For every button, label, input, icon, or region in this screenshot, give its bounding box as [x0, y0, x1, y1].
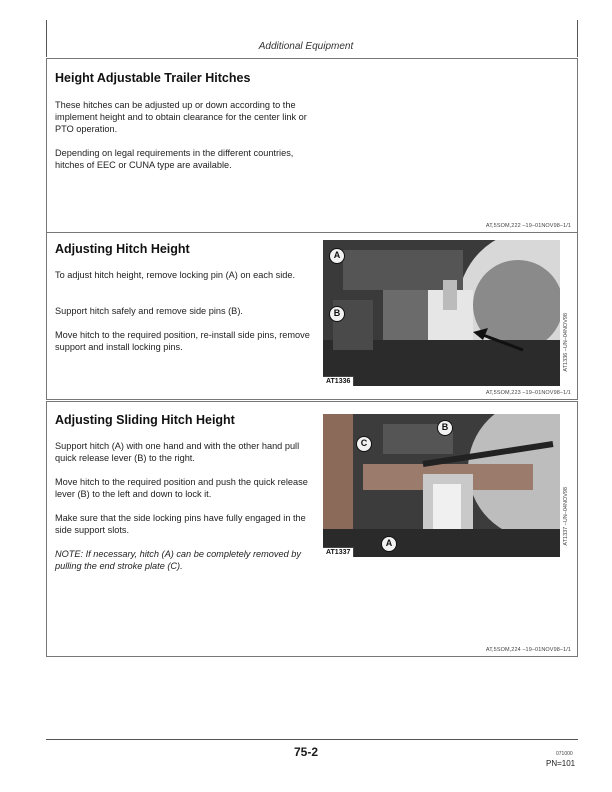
reference-code: AT,5SOM,223 –19–01NOV98–1/1: [485, 390, 571, 396]
callout-c: C: [356, 436, 372, 452]
section-title: Adjusting Sliding Hitch Height: [55, 413, 235, 427]
reference-code: AT,5SOM,224 –19–01NOV98–1/1: [485, 647, 571, 653]
figure-label: AT1336: [323, 376, 354, 386]
footer-date-code: 071000: [556, 751, 573, 757]
hitch-height-photo: [323, 240, 560, 386]
reference-code: AT,5SOM,222 –19–01NOV98–1/1: [485, 223, 571, 229]
callout-a: A: [381, 536, 397, 552]
section-paragraph: Support hitch safely and remove side pins (B).: [55, 306, 243, 316]
section-paragraph: Depending on legal requirements in the different countries, hitches of EEC or CUNA type are available.: [55, 148, 294, 170]
section-note: NOTE: If necessary, hitch (A) can be completely removed by pulling the end stroke plate (C).: [55, 549, 301, 571]
footer-rule: [46, 739, 578, 740]
section-height-adjustable-hitches: [46, 58, 578, 233]
callout-b: B: [437, 420, 453, 436]
page-header-title: Additional Equipment: [258, 41, 354, 52]
section-title: Height Adjustable Trailer Hitches: [55, 71, 251, 85]
section-paragraph: Support hitch (A) with one hand and with the other hand pull quick release lever (B) to the right.: [55, 441, 300, 463]
section-adjusting-hitch-height: [46, 232, 578, 400]
hitch-height-photo-illustration: [323, 240, 560, 386]
section-paragraph: Move hitch to the required position, re-install side pins, remove support and install locking pins.: [55, 330, 310, 352]
figure-side-code: AT1337 –UN–04NOV98: [563, 487, 569, 546]
figure-label: AT1337: [323, 547, 354, 557]
section-paragraph: Move hitch to the required position and push the quick release lever (B) to the left and down to lock it.: [55, 477, 308, 499]
sliding-hitch-photo: [323, 414, 560, 557]
callout-b: B: [329, 306, 345, 322]
section-paragraph: These hitches can be adjusted up or down according to the implement height and to obtain clearance for the center link or PTO operation.: [55, 100, 307, 134]
section-paragraph: To adjust hitch height, remove locking pin (A) on each side.: [55, 270, 296, 280]
section-title: Adjusting Hitch Height: [55, 242, 190, 256]
callout-a: A: [329, 248, 345, 264]
figure-side-code: AT1336 –UN–04NOV98: [563, 313, 569, 372]
footer-pn: PN=101: [546, 759, 576, 768]
page-number: 75-2: [293, 745, 319, 759]
section-adjusting-sliding-hitch-height: [46, 401, 578, 657]
section-paragraph: Make sure that the side locking pins have fully engaged in the side support slots.: [55, 513, 306, 535]
